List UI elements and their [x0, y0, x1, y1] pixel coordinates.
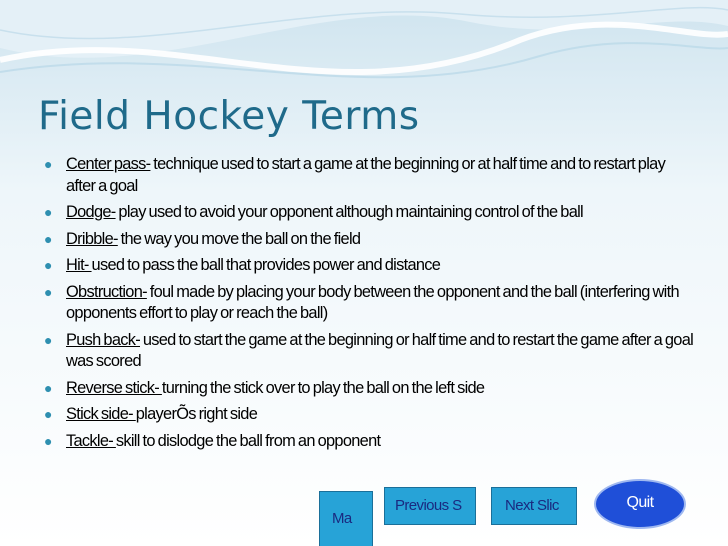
list-item: [44, 330, 694, 373]
term-definition: foul made by placing your body between the opponent and the ball (interfering with opponents effort to play or reach the ball): [66, 282, 679, 322]
main-menu-button[interactable]: Ma: [319, 491, 373, 546]
bullet-dot-icon: ●: [44, 406, 52, 422]
terms-list: [44, 154, 694, 457]
term-name: Obstruction-: [66, 282, 147, 301]
term-definition: turning the stick over to play the ball on the left side: [161, 378, 485, 397]
previous-slide-button[interactable]: Previous S: [384, 487, 476, 525]
term-name: Stick side-: [66, 405, 136, 423]
term-name: Tackle-: [66, 431, 116, 450]
bullet-dot-icon: ●: [44, 204, 52, 220]
bullet-dot-icon: ●: [44, 230, 52, 247]
term-definition: used to start the game at the beginning or half time and to restart the game after a goal was scored: [66, 330, 694, 370]
bullet-dot-icon: ●: [44, 283, 52, 300]
bullet-dot-icon: ●: [44, 257, 52, 273]
term-definition: technique used to start a game at the beginning or at half time and to restart play after a goal: [66, 155, 666, 195]
term-definition: play used to avoid your opponent although maintaining control of the ball: [115, 203, 584, 221]
term-definition: playerÕs right side: [135, 405, 258, 423]
list-item: [44, 154, 694, 197]
quit-button[interactable]: Quit: [594, 479, 686, 529]
term-definition: the way you move the ball on the field: [117, 229, 361, 248]
list-item: [44, 282, 694, 325]
list-item: [44, 202, 694, 224]
list-item: [44, 378, 694, 400]
term-name: Dodge-: [66, 203, 116, 221]
list-item: [44, 404, 694, 426]
term-name: Hit-: [66, 256, 92, 274]
next-slide-button[interactable]: Next Slic: [491, 487, 577, 525]
bullet-dot-icon: ●: [44, 432, 52, 449]
bullet-dot-icon: ●: [44, 331, 52, 348]
term-name: Reverse stick-: [66, 378, 162, 397]
term-name: Center pass-: [66, 155, 151, 173]
list-item: [44, 229, 694, 251]
term-name: Push back-: [66, 330, 140, 349]
term-name: Dribble-: [66, 229, 118, 248]
term-definition: used to pass the ball that provides power and distance: [91, 256, 441, 274]
list-item: [44, 255, 694, 277]
bullet-dot-icon: ●: [44, 156, 52, 172]
slide-title: Field Hockey Terms: [38, 94, 420, 139]
bullet-dot-icon: ●: [44, 379, 52, 396]
list-item: [44, 431, 694, 453]
term-definition: skill to dislodge the ball from an opponent: [115, 431, 381, 450]
